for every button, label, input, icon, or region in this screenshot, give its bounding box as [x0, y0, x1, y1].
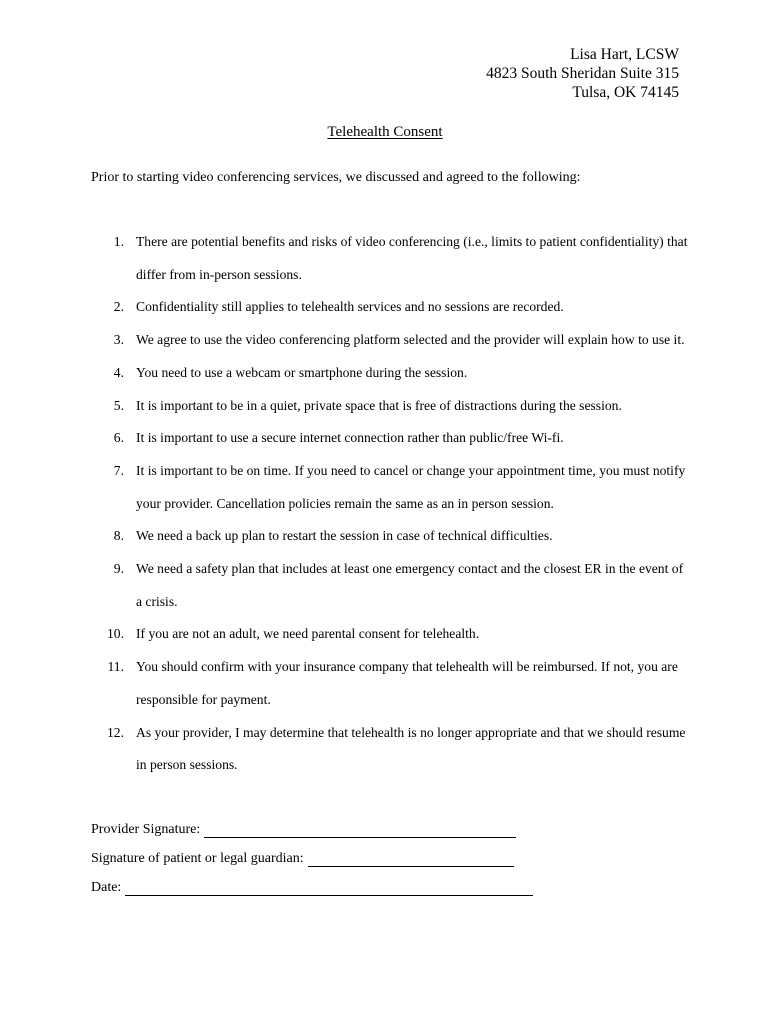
- consent-item-number: 6.: [113, 430, 124, 446]
- consent-item: [91, 520, 691, 553]
- date-label: Date:: [91, 880, 122, 895]
- date-row: [91, 880, 533, 896]
- consent-item: [91, 291, 691, 324]
- consent-item-text: You should confirm with your insurance company that telehealth will be reimbursed. If not, you are responsible for payment.: [136, 659, 678, 707]
- provider-signature-label: Provider Signature:: [91, 822, 201, 837]
- consent-item-number: 8.: [113, 528, 124, 544]
- consent-item-text: It is important to use a secure internet connection rather than public/free Wi-fi.: [136, 430, 564, 446]
- consent-item: [91, 226, 691, 291]
- consent-item-text: We need a back up plan to restart the session in case of technical difficulties.: [136, 528, 553, 544]
- patient-signature-label: Signature of patient or legal guardian:: [91, 851, 304, 866]
- consent-item: [91, 357, 691, 390]
- consent-item: [91, 390, 691, 423]
- patient-signature-line[interactable]: [308, 852, 514, 867]
- consent-item-text: We need a safety plan that includes at least one emergency contact and the closest ER in the event of a crisis.: [136, 561, 684, 609]
- consent-item: [91, 717, 691, 782]
- consent-item: [91, 324, 691, 357]
- consent-item-text: Confidentiality still applies to telehealth services and no sessions are recorded.: [136, 299, 564, 315]
- consent-list: [91, 226, 691, 782]
- provider-signature-row: [91, 822, 516, 838]
- consent-item-number: 3.: [113, 332, 124, 348]
- consent-item-text: We agree to use the video conferencing platform selected and the provider will explain how to use it.: [136, 332, 685, 348]
- document-title-wrap: [0, 124, 770, 141]
- intro-paragraph: Prior to starting video conferencing services, we discussed and agreed to the following:: [91, 170, 581, 185]
- consent-item-number: 1.: [113, 234, 124, 249]
- provider-address-block: [486, 45, 679, 102]
- consent-item-text: It is important to be in a quiet, private space that is free of distractions during the session.: [136, 397, 622, 413]
- consent-item-text: It is important to be on time. If you need to cancel or change your appointment time, you must notify your provider. Cancellation policies remain the same as an in person session.: [136, 462, 686, 511]
- consent-item: [91, 455, 691, 520]
- consent-item: [91, 422, 691, 455]
- document-title: Telehealth Consent: [327, 124, 443, 140]
- consent-item-number: 4.: [113, 364, 124, 380]
- consent-item-text: You need to use a webcam or smartphone during the session.: [136, 364, 468, 380]
- consent-item-number: 7.: [113, 462, 124, 478]
- provider-name: Lisa Hart, LCSW: [570, 46, 679, 63]
- provider-city: Tulsa, OK 74145: [572, 84, 679, 101]
- date-line[interactable]: [125, 881, 533, 896]
- consent-item-number: 12.: [107, 724, 124, 740]
- consent-item-text: As your provider, I may determine that telehealth is no longer appropriate and that we should resume in person sessions.: [136, 724, 686, 773]
- consent-item: [91, 618, 691, 651]
- consent-item-number: 10.: [107, 626, 124, 642]
- consent-item-text: There are potential benefits and risks of video conferencing (i.e., limits to patient confidentiality) that differ from in-person sessions.: [136, 234, 688, 282]
- patient-signature-row: [91, 851, 514, 867]
- consent-item-number: 2.: [113, 299, 124, 315]
- consent-item-text: If you are not an adult, we need parental consent for telehealth.: [136, 626, 480, 642]
- provider-street: 4823 South Sheridan Suite 315: [486, 65, 679, 82]
- consent-item: [91, 553, 691, 618]
- provider-signature-line[interactable]: [204, 823, 516, 838]
- consent-item-number: 5.: [113, 397, 124, 413]
- consent-item: [91, 651, 691, 716]
- consent-item-number: 9.: [113, 561, 124, 577]
- consent-item-number: 11.: [107, 659, 124, 675]
